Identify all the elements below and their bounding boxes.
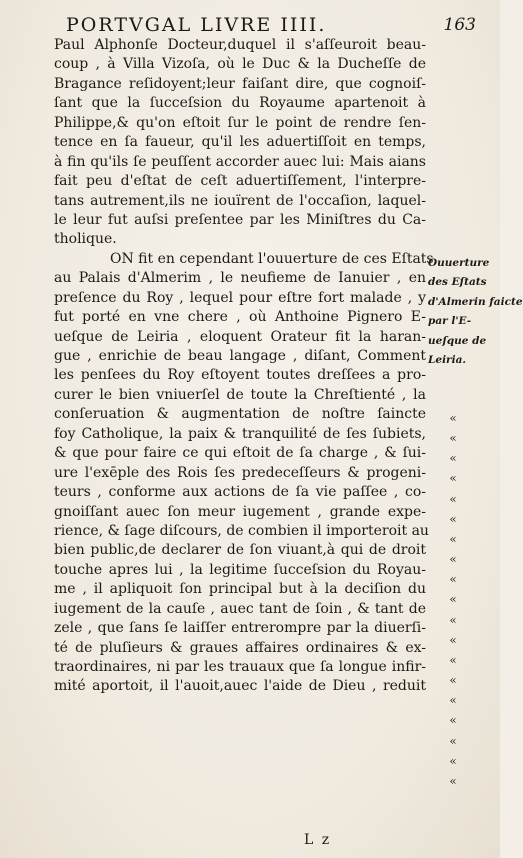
text-line: conſeruation & augmentation de noſtre ſaincte <box>54 406 426 423</box>
text-line: touche apres lui , la legitime ſucceſsion du Royau- <box>54 561 426 578</box>
text-line: té de pluſieurs & graues affaires ordinaires & ex- <box>54 639 426 656</box>
quotation-mark: « <box>449 773 457 788</box>
text-line: ſant que la ſucceſsion du Royaume apartenoit à <box>54 95 426 112</box>
quotation-mark: « <box>449 572 457 587</box>
text-line: fait peu d'eſtat de ceſt aduertiſſement, l'interpre- <box>54 173 426 190</box>
text-line: Bragance reſidoyent;leur faiſant dire, que cognoiſ- <box>54 75 426 92</box>
quotation-mark: « <box>449 471 457 486</box>
page-number: 163 <box>443 15 476 35</box>
quotation-mark: « <box>449 451 457 466</box>
text-line: me , il apliquoit ſon principal but à la deciſion du <box>54 581 426 598</box>
text-line: zele , que ſans ſe laiſſer entrerompre par la diuerſi- <box>54 620 426 637</box>
text-line: coup , à Villa Vizoſa, où le Duc & la Ducheſſe de <box>54 56 426 73</box>
quotation-mark: « <box>449 632 457 647</box>
text-line: Paul Alphonſe Docteur,duquel il s'aſſeuroit beau- <box>54 37 426 53</box>
margin-note-line: Leiria. <box>428 354 467 367</box>
text-line: gnoiſſant auec ſon meur iugement , grande expe- <box>54 503 426 520</box>
margin-note-line: par l'E- <box>428 315 472 328</box>
page-header <box>66 10 486 38</box>
text-line: tans autrement,ils ne iouïrent de l'occaſion, laquel- <box>54 192 426 209</box>
text-line: preſence du Roy , lequel pour eſtre fort malade , y <box>54 289 426 306</box>
quotation-mark: « <box>449 693 457 708</box>
quotation-marks-column <box>438 408 468 791</box>
text-line: Philippe,& qu'on eſtoit ſur le point de rendre ſen- <box>54 114 426 131</box>
quotation-mark: « <box>449 511 457 526</box>
margin-note-line: Ouuerture <box>428 257 490 269</box>
text-line: à fin qu'ils ſe peuſſent accorder auec lui: Mais aians <box>54 153 426 170</box>
margin-note-line: d'Almerin faicte <box>428 295 523 308</box>
quotation-mark: « <box>449 552 457 567</box>
quotation-mark: « <box>449 592 457 607</box>
text-line: les penſees du Roy eſtoyent toutes dreſſees a pro- <box>54 367 426 384</box>
text-line: ure l'exēple des Rois ſes predeceſſeurs & progeni- <box>54 464 426 481</box>
margin-note-line: ueſque de <box>428 334 487 347</box>
quotation-mark: « <box>449 753 457 768</box>
text-line: teurs , conforme aux actions de ſa vie paſſee , co- <box>54 484 426 501</box>
quotation-mark: « <box>449 713 457 728</box>
quotation-mark: « <box>449 652 457 667</box>
text-line: traordinaires, ni par les trauaux que ſa longue infir- <box>54 659 426 675</box>
text-line: tholique. <box>54 231 117 248</box>
running-title: PORTVGAL LIVRE IIII. <box>66 14 327 36</box>
quotation-mark: « <box>449 491 457 506</box>
text-line: rience, & ſage diſcours, de combien il importeroit au <box>54 522 429 539</box>
text-line: bien public,de declarer de ſon viuant,à qui de droit <box>54 542 426 559</box>
text-line: ueſque de Leiria , eloquent Orateur fit la haran- <box>54 328 426 345</box>
margin-note-line: des Eſtats <box>428 276 487 289</box>
text-line: fut porté en vne chere , où Anthoine Pignero E- <box>54 309 426 326</box>
margin-note <box>428 254 523 371</box>
paragraph-opening-line: ON fit en cependant l'ouuerture de ces Eſtats <box>110 250 434 267</box>
quotation-mark: « <box>449 612 457 627</box>
quotation-mark: « <box>449 531 457 546</box>
text-line: & que pour faire ce qui eſtoit de ſa charge , & ſui- <box>54 445 426 462</box>
text-line: au Palais d'Almerim , le neufieme de Ianuier , en <box>54 270 426 287</box>
text-line: mité aportoit, il l'auoit,auec l'aide de Dieu , reduit <box>54 678 426 695</box>
catchword-signature: L z <box>304 832 332 848</box>
quotation-mark: « <box>449 431 457 446</box>
text-line: le leur fut auſsi preſentee par les Miniſtres du Ca- <box>54 211 426 228</box>
text-line: tence en ſa faueur, qu'il les aduertiſſoit en temps, <box>54 134 426 151</box>
quotation-mark: « <box>449 673 457 688</box>
text-line: iugement de la cauſe , auec tant de ſoin , & tant de <box>54 600 426 617</box>
text-line: curer le bien vniuerſel de toute la Chreſtienté , la <box>54 386 426 403</box>
quotation-mark: « <box>449 411 457 425</box>
body-text <box>54 36 434 697</box>
quotation-mark: « <box>449 733 457 748</box>
text-line: gue , enrichie de beau langage , diſant, Comment <box>54 348 426 364</box>
text-line: foy Catholique, la paix & tranquilité de ſes ſubiets, <box>54 425 426 442</box>
